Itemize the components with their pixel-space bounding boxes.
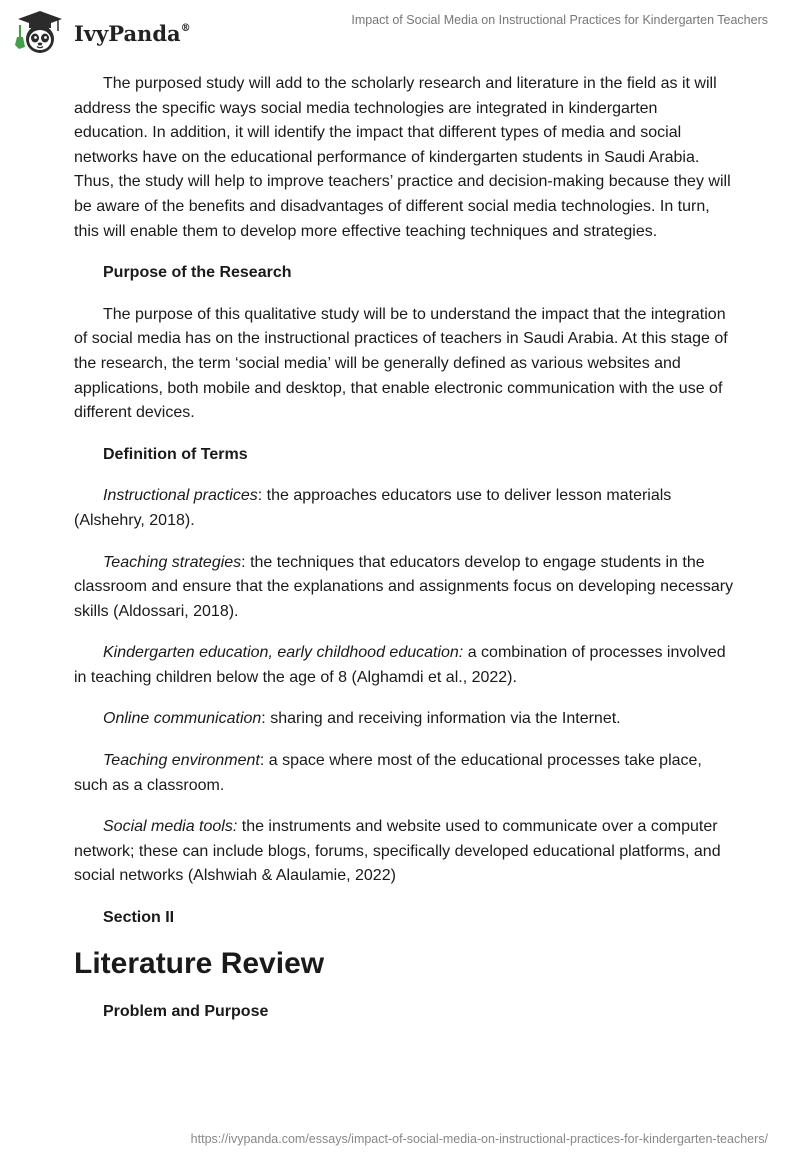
definition-kindergarten-education <box>74 641 734 690</box>
definition-text: : sharing and receiving information via the Internet. <box>261 710 621 728</box>
heading-purpose: Purpose of the Research <box>103 264 292 282</box>
document-title: Impact of Social Media on Instructional Practices for Kindergarten Teachers <box>351 13 768 27</box>
definition-term: Kindergarten education, early childhood education: <box>103 644 464 662</box>
definition-text: : the approaches educators use to deliver lesson materials (Alshehry, 2018). <box>74 487 672 529</box>
source-url[interactable]: https://ivypanda.com/essays/impact-of-social-media-on-instructional-practices-for-kindergarten-teachers/ <box>190 1132 768 1146</box>
definition-term: Social media tools: <box>103 818 238 836</box>
heading-problem-purpose: Problem and Purpose <box>103 1002 269 1020</box>
definition-teaching-strategies <box>74 551 734 625</box>
logo-text: IvyPanda® <box>74 20 191 46</box>
definition-term: Teaching strategies <box>103 553 242 571</box>
paragraph-study-contribution: The purposed study will add to the scholarly research and literature in the field as it will address the specific ways social media technologies are integrated in kindergarten education. In addition, it will identify the impact that different types of media and social networks have on the educational performance of kindergarten students in Saudi Arabia. Thus, the study will help to improve teachers’ practice and decision-making because they will be aware of the benefits and disadvantages of different social media technologies. In turn, this will enable them to develop more effective teaching techniques and strategies. <box>74 75 731 240</box>
definition-text: a combination of processes involved in teaching children below the age of 8 (Alghamdi et al., 2022). <box>74 644 726 686</box>
paragraph-purpose: The purpose of this qualitative study will be to understand the impact that the integration of social media has on the instructional practices of teachers in Saudi Arabia. At this stage of the research, the term ‘social media’ will be generally defined as various websites and applications, both mobile and desktop, that enable electronic communication with the use of different devices. <box>74 305 728 422</box>
essay-body <box>74 72 734 1041</box>
definition-online-communication <box>74 707 734 732</box>
heading-literature-review: Literature Review <box>74 946 325 980</box>
definition-teaching-environment <box>74 749 734 798</box>
definition-term: Instructional practices <box>103 487 258 505</box>
definition-social-media-tools <box>74 815 734 889</box>
definition-term: Online communication <box>103 710 262 728</box>
page-header <box>0 0 800 60</box>
definition-text: : a space where most of the educational processes take place, such as a classroom. <box>74 752 702 794</box>
definition-text: the instruments and website used to communicate over a computer network; these can include blogs, forums, specifically developed educational platforms, and social networks (Alshwiah & Alaulamie, 2022) <box>74 818 721 885</box>
definition-text: : the techniques that educators develop to engage students in the classroom and ensure that the explanations and assignments focus on developing necessary skills (Aldossari, 2018). <box>74 553 734 620</box>
panda-graduate-icon <box>14 9 66 55</box>
heading-definitions: Definition of Terms <box>103 445 248 463</box>
heading-section-ii: Section II <box>103 909 175 927</box>
definition-term: Teaching environment <box>103 752 260 770</box>
ivypanda-logo[interactable] <box>14 9 191 55</box>
definition-instructional-practices <box>74 484 734 533</box>
